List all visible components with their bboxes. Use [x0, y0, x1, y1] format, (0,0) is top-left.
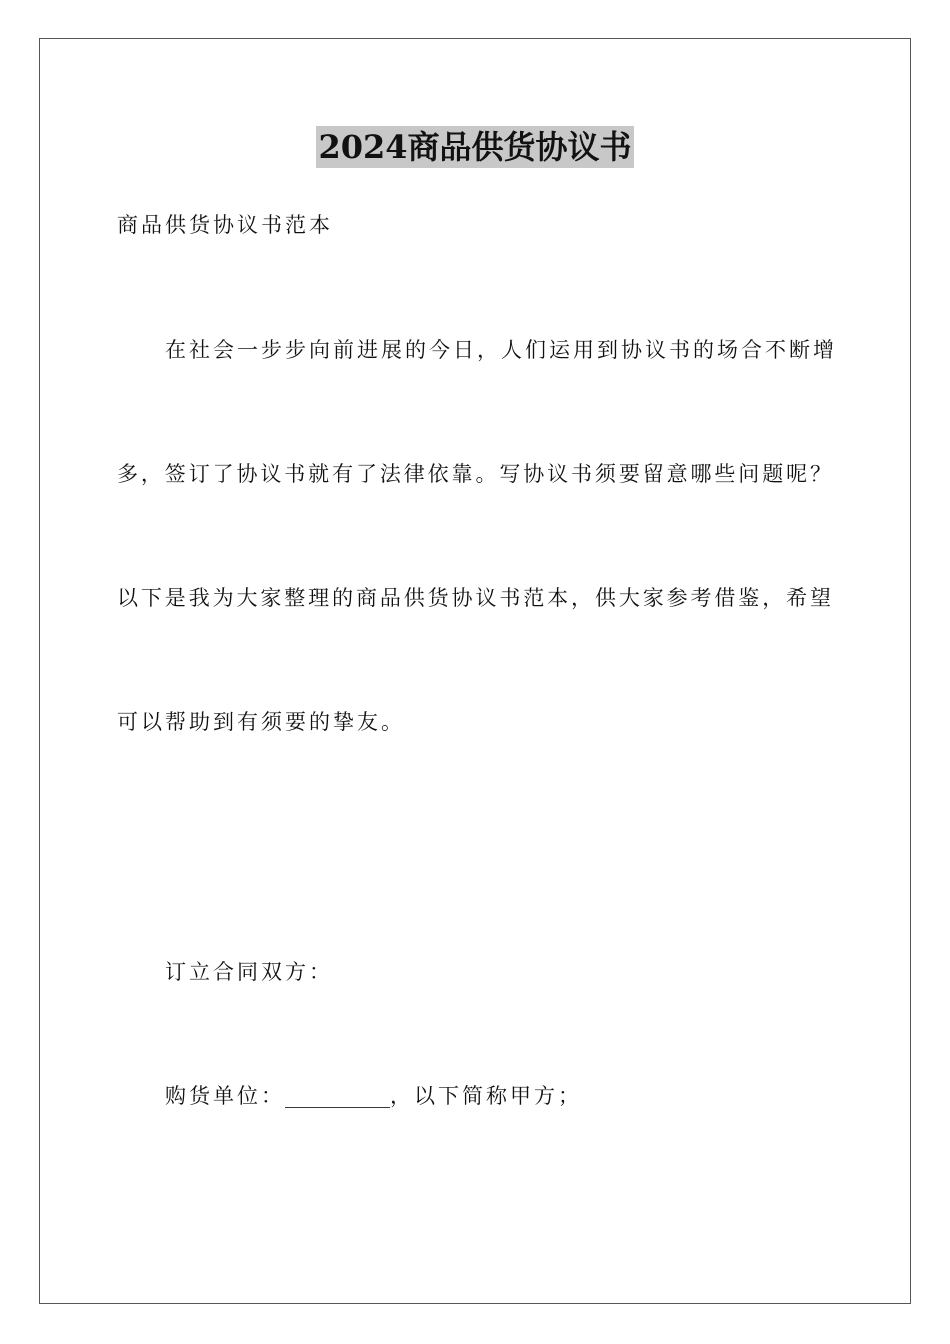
- title-container: [0, 126, 950, 168]
- buyer-line: [165, 1082, 582, 1110]
- intro-line-4: 可以帮助到有须要的挚友。: [117, 710, 405, 734]
- parties-heading: 订立合同双方：: [165, 960, 333, 984]
- buyer-suffix: ，以下简称甲方；: [390, 1084, 582, 1108]
- buyer-blank: __________: [285, 1084, 390, 1108]
- intro-line-2: 多，签订了协议书就有了法律依靠。写协议书须要留意哪些问题呢？: [117, 462, 831, 486]
- document-title: 2024商品供货协议书: [318, 128, 632, 166]
- document-subtitle: 商品供货协议书范本: [117, 213, 333, 237]
- intro-line-3: 以下是我为大家整理的商品供货协议书范本，供大家参考借鉴，希望: [117, 586, 831, 610]
- intro-line-1: 在社会一步步向前进展的今日，人们运用到协议书的场合不断增: [165, 338, 837, 362]
- buyer-label: 购货单位：: [165, 1084, 285, 1108]
